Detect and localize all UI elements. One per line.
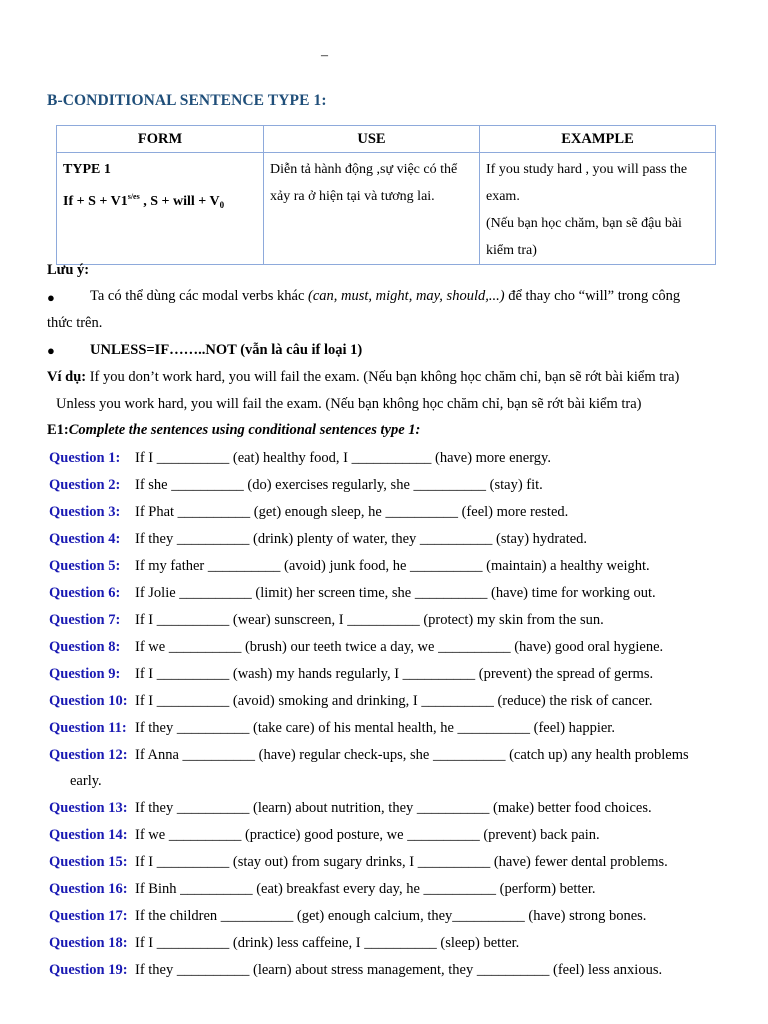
question-text: If I __________ (drink) less caffeine, I __________ (sleep) better. (135, 935, 520, 951)
form-formula: $If + S + V1^{s/es}$ , S + will + $V_0$ (63, 192, 225, 210)
question-number: Question 14: (49, 827, 128, 843)
question-text: If I __________ (wear) sunscreen, I __________ (protect) my skin from the sun. (135, 612, 604, 628)
list-item (49, 907, 749, 934)
question-text: If I __________ (wash) my hands regularly, I __________ (prevent) the spread of germs. (135, 666, 654, 682)
note-unless: UNLESS=IF……..NOT (vẫn là câu if loại 1) (90, 342, 363, 358)
list-item (49, 880, 749, 907)
header-form: FORM (57, 126, 264, 153)
example-line-2: Unless you work hard, you will fail the exam. (Nếu bạn không học chăm chỉ, bạn sẽ rớt bài kiểm tra) (56, 396, 642, 412)
question-text: If my father __________ (avoid) junk food, he __________ (maintain) a healthy weight. (135, 558, 650, 574)
question-number: Question 4: (49, 531, 121, 547)
question-number: Question 16: (49, 881, 128, 897)
question-text: If they __________ (learn) about nutrition, they __________ (make) better food choices. (135, 800, 652, 816)
question-list (49, 449, 749, 988)
list-item (49, 934, 749, 961)
question-text: If we __________ (practice) good posture, we __________ (prevent) back pain. (135, 827, 600, 843)
bullet-icon: ● (47, 290, 55, 305)
question-text: If we __________ (brush) our teeth twice a day, we __________ (have) good oral hygiene. (135, 639, 664, 655)
form-type: TYPE 1 (63, 162, 111, 177)
form-cell (57, 153, 264, 265)
list-item (49, 853, 749, 880)
question-number: Question 9: (49, 666, 121, 682)
question-text: If Jolie __________ (limit) her screen time, she __________ (have) time for working out. (135, 585, 656, 601)
use-text: Diễn tả hành động ,sự việc có thể xảy ra ở hiện tại và tương lai. (270, 162, 458, 204)
header-example: EXAMPLE (480, 126, 716, 153)
list-item (49, 799, 749, 826)
list-item (49, 665, 749, 692)
question-number: Question 11: (49, 720, 127, 736)
list-item (49, 611, 749, 638)
list-item (49, 449, 749, 476)
question-number: Question 5: (49, 558, 121, 574)
note-modal-verbs-cont: thức trên. (47, 315, 103, 331)
question-number: Question 17: (49, 908, 128, 924)
example-english: If you study hard , you will pass the exam. (486, 162, 688, 204)
section-title: B-CONDITIONAL SENTENCE TYPE 1: (47, 92, 327, 109)
list-item (49, 692, 749, 719)
note-modal-verbs: Ta có thể dùng các modal verbs khác (can, must, might, may, should,...) để thay cho “will” trong công (90, 288, 681, 304)
question-number: Question 1: (49, 450, 121, 466)
question-number: Question 7: (49, 612, 121, 628)
list-item (49, 746, 749, 799)
question-text-line: If Anna __________ (have) regular check-ups, she __________ (catch up) any health problems (135, 747, 689, 763)
question-number: Question 8: (49, 639, 121, 655)
grammar-table (56, 125, 716, 265)
question-number: Question 19: (49, 962, 128, 978)
bullet-icon: ● (47, 343, 55, 358)
question-text: If I __________ (avoid) smoking and drinking, I __________ (reduce) the risk of cancer. (135, 693, 653, 709)
question-text-continuation: early. (70, 773, 102, 789)
use-cell (264, 153, 480, 265)
question-text: If they __________ (drink) plenty of water, they __________ (stay) hydrated. (135, 531, 588, 547)
list-item (49, 503, 749, 530)
list-item (49, 476, 749, 503)
example-vietnamese: (Nếu bạn học chăm, bạn sẽ đậu bài kiểm tra) (486, 216, 682, 258)
exercise-heading: E1:Complete the sentences using conditional sentences type 1: (47, 422, 421, 438)
table-header-row (57, 126, 716, 153)
question-text: If Binh __________ (eat) breakfast every day, he __________ (perform) better. (135, 881, 596, 897)
question-text: If she __________ (do) exercises regularly, she __________ (stay) fit. (135, 477, 543, 493)
question-number: Question 12: (49, 747, 128, 763)
header-dash: – (321, 48, 328, 63)
header-use: USE (264, 126, 480, 153)
list-item (49, 557, 749, 584)
question-number: Question 6: (49, 585, 121, 601)
question-text: If I __________ (eat) healthy food, I ___________ (have) more energy. (135, 450, 551, 466)
question-number: Question 15: (49, 854, 128, 870)
table-row (57, 153, 716, 265)
question-number: Question 2: (49, 477, 121, 493)
list-item (49, 530, 749, 557)
question-text: If they __________ (take care) of his mental health, he __________ (feel) happier. (135, 720, 615, 736)
example-line-1: Ví dụ: If you don’t work hard, you will fail the exam. (Nếu bạn không học chăm chỉ, bạn sẽ rớt bài kiểm tra) (47, 369, 680, 385)
question-number: Question 13: (49, 800, 128, 816)
question-number: Question 10: (49, 693, 128, 709)
example-cell (480, 153, 716, 265)
question-number: Question 3: (49, 504, 121, 520)
question-number: Question 18: (49, 935, 128, 951)
list-item (49, 826, 749, 853)
list-item (49, 584, 749, 611)
question-text: If I __________ (stay out) from sugary drinks, I __________ (have) fewer dental problems. (135, 854, 668, 870)
list-item (49, 638, 749, 665)
list-item (49, 961, 749, 988)
note-label: Lưu ý: (47, 262, 90, 278)
question-text: If Phat __________ (get) enough sleep, he __________ (feel) more rested. (135, 504, 569, 520)
question-text: If the children __________ (get) enough calcium, they__________ (have) strong bones. (135, 908, 647, 924)
question-text: If they __________ (learn) about stress management, they __________ (feel) less anxious. (135, 962, 663, 978)
